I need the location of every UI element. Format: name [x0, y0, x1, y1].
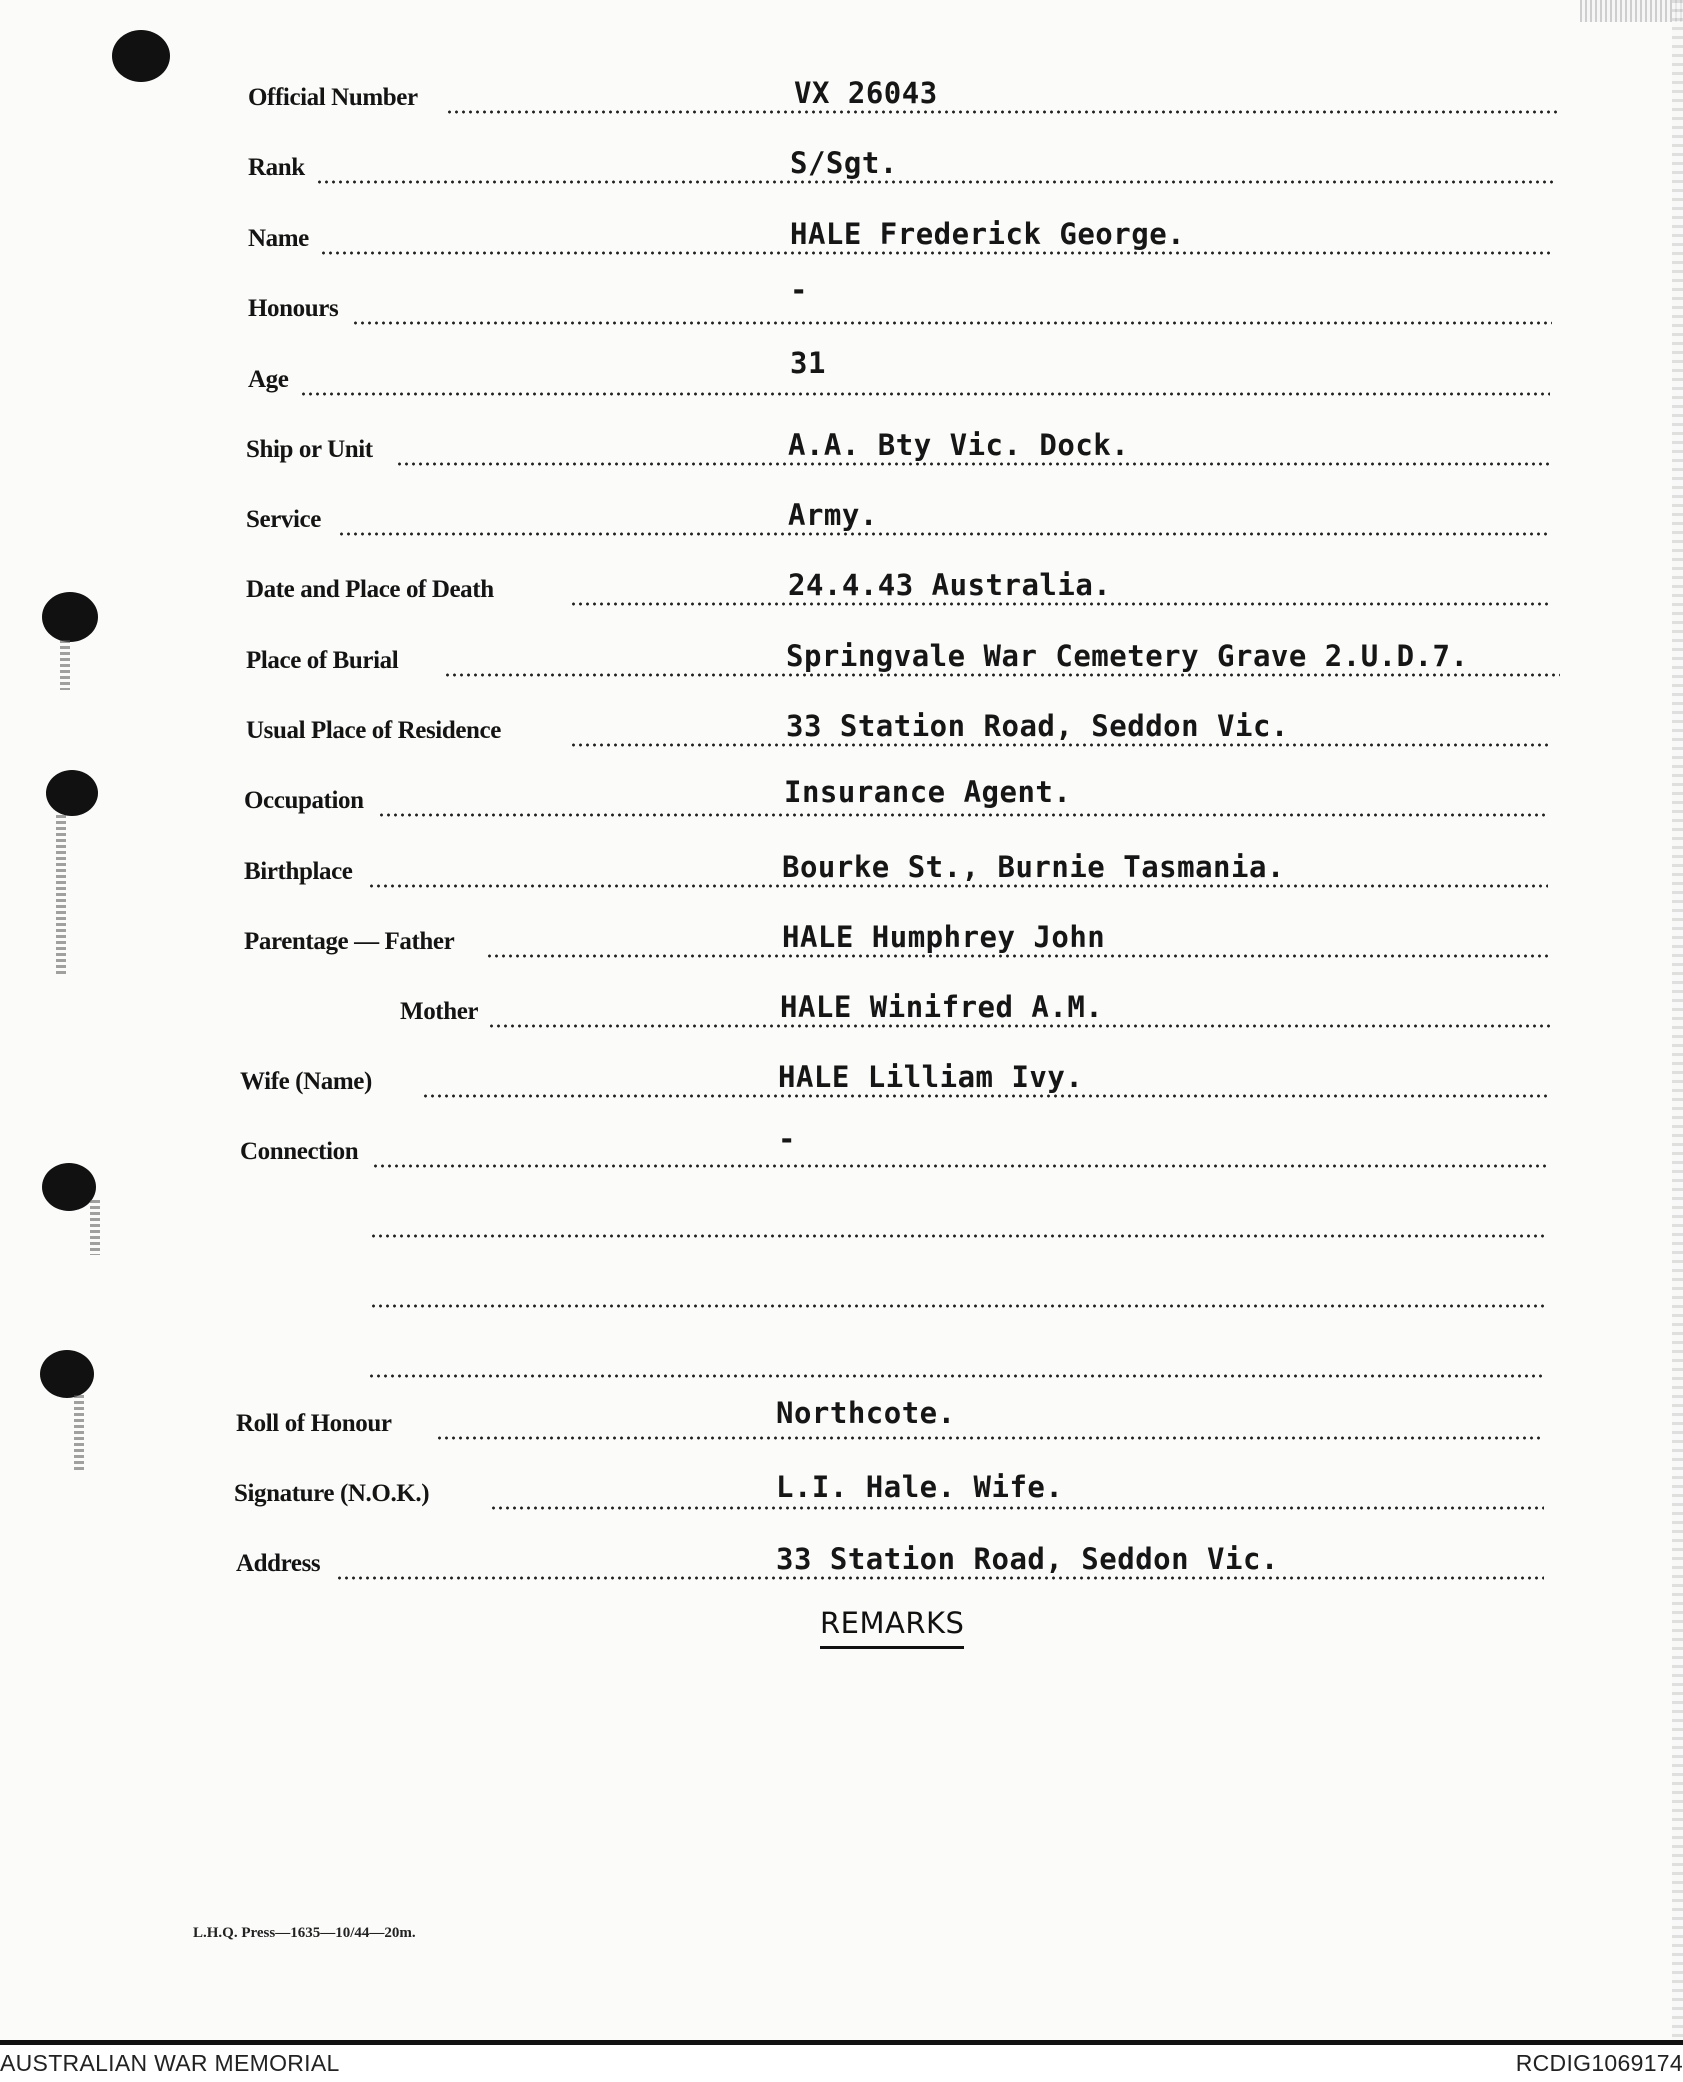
dotted-line [570, 743, 1550, 747]
dotted-line [316, 180, 1554, 184]
dotted-line [370, 1304, 1546, 1308]
dotted-line [336, 1576, 1544, 1580]
punch-hole-top [112, 30, 170, 82]
dotted-line [444, 673, 1560, 677]
label-service: Service [246, 506, 321, 533]
row-address [236, 1542, 1544, 1586]
row-roll-of-honour [236, 1396, 1544, 1446]
value-father: HALE Humphrey John [782, 920, 1106, 954]
label-occupation: Occupation [244, 787, 364, 814]
label-date-place-of-death: Date and Place of Death [246, 576, 494, 603]
label-usual-residence: Usual Place of Residence [246, 717, 501, 744]
row-mother [400, 990, 1550, 1034]
value-date-place-of-death: 24.4.43 Australia. [788, 568, 1112, 602]
dotted-line [488, 1024, 1550, 1028]
value-usual-residence: 33 Station Road, Seddon Vic. [786, 709, 1289, 743]
row-blank-2 [370, 1274, 1546, 1314]
dotted-line [486, 954, 1548, 958]
row-name [248, 217, 1552, 261]
row-official-number [248, 76, 1558, 120]
row-place-of-burial [246, 639, 1560, 683]
value-rank: S/Sgt. [790, 146, 898, 180]
label-rank: Rank [248, 154, 305, 181]
dotted-line [352, 321, 1552, 325]
dotted-line [338, 532, 1550, 536]
dotted-line [396, 462, 1550, 466]
punch-hole-4 [40, 1350, 94, 1398]
label-address: Address [236, 1550, 321, 1577]
value-wife-name: HALE Lilliam Ivy. [778, 1060, 1084, 1094]
scan-edge-right [1672, 0, 1683, 2040]
row-connection [240, 1122, 1548, 1174]
label-father: Parentage — Father [244, 928, 455, 955]
dotted-line [370, 1234, 1546, 1238]
footer-record-id: RCDIG1069174 [1515, 2050, 1683, 2076]
dotted-line [320, 251, 1552, 255]
punch-hole-1 [42, 592, 98, 642]
punch-hole-3 [42, 1163, 96, 1211]
dotted-line [570, 602, 1550, 606]
value-signature-nok: L.I. Hale. Wife. [776, 1470, 1064, 1504]
value-roll-of-honour: Northcote. [776, 1396, 956, 1430]
dotted-line [378, 813, 1548, 817]
label-name: Name [248, 225, 309, 252]
value-honours: - [790, 273, 808, 307]
value-official-number: VX 26043 [794, 76, 938, 110]
dotted-line [368, 1374, 1544, 1378]
row-occupation [244, 775, 1548, 823]
value-mother: HALE Winifred A.M. [780, 990, 1104, 1024]
label-signature-nok: Signature (N.O.K.) [234, 1480, 430, 1507]
label-mother: Mother [400, 998, 479, 1025]
remarks-heading: REMARKS [820, 1606, 964, 1649]
scan-bottom-rule [0, 2040, 1683, 2045]
punch-hole-1-smear [60, 640, 70, 690]
value-birthplace: Bourke St., Burnie Tasmania. [782, 850, 1285, 884]
row-blank-3 [368, 1344, 1544, 1384]
row-age [248, 346, 1550, 402]
dotted-line [446, 110, 1558, 114]
row-usual-residence [246, 709, 1550, 753]
row-signature-nok [234, 1470, 1544, 1516]
row-wife-name [240, 1060, 1548, 1104]
dotted-line [372, 1164, 1548, 1168]
row-date-place-of-death [246, 568, 1550, 612]
value-connection: - [778, 1122, 796, 1156]
label-honours: Honours [248, 295, 339, 322]
dotted-line [422, 1094, 1548, 1098]
row-honours [248, 273, 1552, 331]
value-occupation: Insurance Agent. [784, 775, 1072, 809]
label-ship-or-unit: Ship or Unit [246, 436, 373, 463]
value-service: Army. [788, 498, 878, 532]
dotted-line [300, 392, 1550, 396]
dotted-line [368, 884, 1548, 888]
label-official-number: Official Number [248, 84, 418, 111]
row-blank-1 [370, 1204, 1546, 1244]
row-ship-or-unit [246, 428, 1550, 472]
punch-hole-2-smear [56, 815, 66, 975]
label-age: Age [248, 366, 289, 393]
value-name: HALE Frederick George. [790, 217, 1186, 251]
label-wife-name: Wife (Name) [240, 1068, 372, 1095]
row-father [244, 920, 1548, 964]
value-age: 31 [790, 346, 826, 380]
punch-hole-4-smear [74, 1395, 84, 1470]
row-birthplace [244, 850, 1548, 894]
value-ship-or-unit: A.A. Bty Vic. Dock. [788, 428, 1130, 462]
punch-hole-3-smear [90, 1200, 100, 1255]
row-rank [248, 146, 1554, 190]
footer-institution: AUSTRALIAN WAR MEMORIAL [0, 2050, 340, 2076]
label-roll-of-honour: Roll of Honour [236, 1410, 392, 1437]
value-place-of-burial: Springvale War Cemetery Grave 2.U.D.7. [786, 639, 1469, 673]
label-connection: Connection [240, 1138, 359, 1165]
printer-imprint: L.H.Q. Press—1635—10/44—20m. [193, 1925, 416, 1941]
dotted-line [436, 1436, 1544, 1440]
label-place-of-burial: Place of Burial [246, 647, 399, 674]
scan-edge-top [1580, 0, 1683, 22]
value-address: 33 Station Road, Seddon Vic. [776, 1542, 1279, 1576]
dotted-line [490, 1506, 1544, 1510]
row-service [246, 498, 1550, 542]
punch-hole-2 [46, 770, 98, 816]
label-birthplace: Birthplace [244, 858, 353, 885]
